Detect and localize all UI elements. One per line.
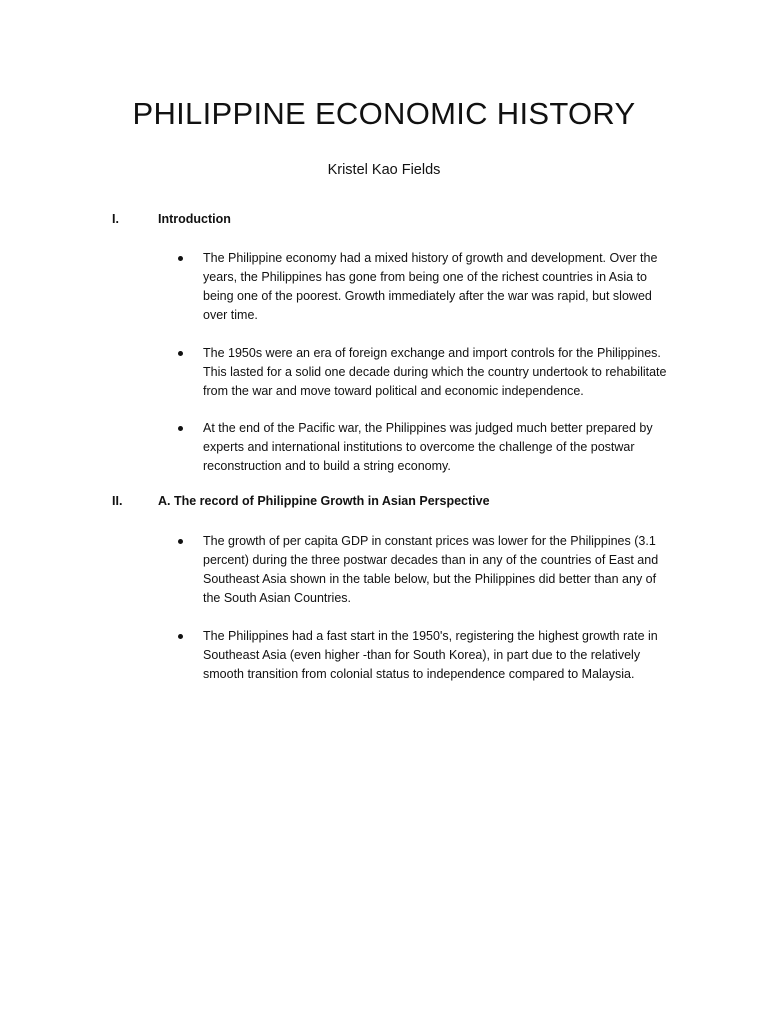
bullet-icon <box>178 426 183 431</box>
section-title: A. The record of Philippine Growth in Asian Perspective <box>158 494 490 508</box>
bullet-list <box>0 532 768 684</box>
bullet-text: The Philippines had a fast start in the 1950's, registering the highest growth rate in Southeast Asia (even higher -than for South Korea), in part due to the relatively smooth transition from colonial status to independence compared to Malaysia. <box>203 629 658 681</box>
section-number: II. <box>112 494 123 508</box>
list-item <box>0 419 768 476</box>
bullet-text: The growth of per capita GDP in constant prices was lower for the Philippines (3.1 percent) during the three postwar decades than in any of the countries of East and Southeast Asia shown in the table below, but the Philippines did better than any of the South Asian Countries. <box>203 534 659 605</box>
bullet-icon <box>178 351 183 356</box>
bullet-text: At the end of the Pacific war, the Philippines was judged much better prepared by experts and international institutions to overcome the challenge of the postwar reconstruction and to build a string economy. <box>203 421 653 473</box>
section-heading <box>0 494 768 514</box>
document-title: PHILIPPINE ECONOMIC HISTORY <box>132 96 636 131</box>
list-item <box>0 532 768 608</box>
list-item <box>0 627 768 684</box>
section-heading <box>0 212 768 232</box>
section-growth-record <box>0 494 768 684</box>
section-number: I. <box>112 212 119 226</box>
document-author: Kristel Kao Fields <box>327 162 441 178</box>
bullet-text: The Philippine economy had a mixed history of growth and development. Over the years, the Philippines has gone from being one of the richest countries in Asia to being one of the poorest. Growth immediately after the war was rapid, but slowed over time. <box>203 251 658 322</box>
list-item <box>0 249 768 325</box>
bullet-list <box>0 249 768 476</box>
bullet-icon <box>178 634 183 639</box>
section-title: Introduction <box>158 212 231 226</box>
bullet-icon <box>178 256 183 261</box>
list-item <box>0 344 768 401</box>
bullet-icon <box>178 539 183 544</box>
bullet-text: The 1950s were an era of foreign exchange and import controls for the Philippines. This lasted for a solid one decade during which the country undertook to rehabilitate from the war and move toward political and economic independence. <box>203 346 667 398</box>
section-introduction <box>0 212 768 476</box>
